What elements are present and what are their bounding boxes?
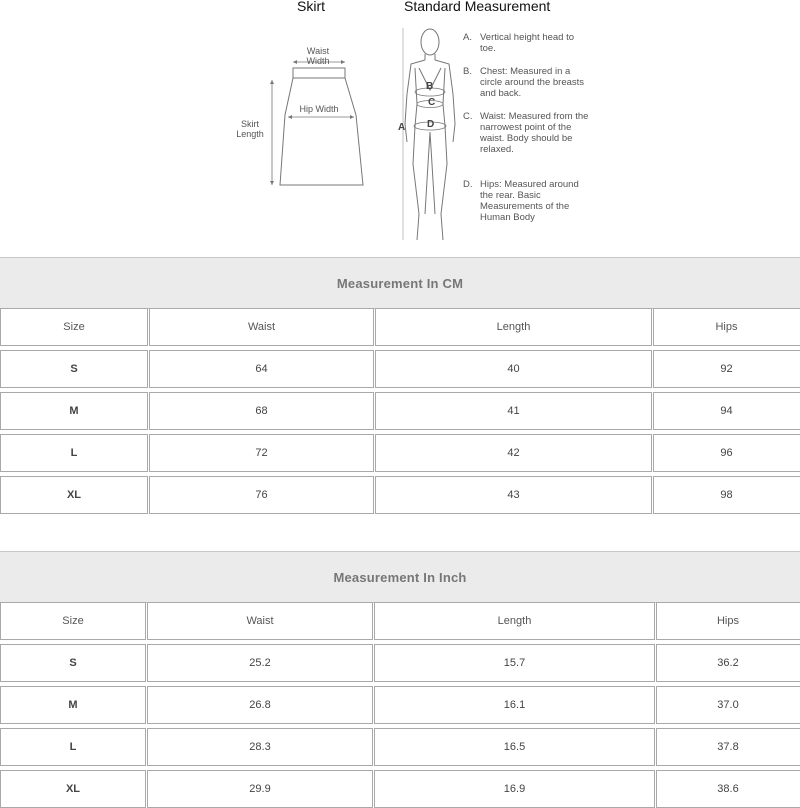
inch-row-s-size: S [0, 644, 146, 682]
waist-width-label: Waist Width [306, 46, 330, 66]
inch-row-m-hips: 37.0 [656, 686, 800, 724]
cm-row-xl-hips: 98 [653, 476, 800, 514]
note-b [463, 66, 590, 99]
cm-row-s-waist: 64 [149, 350, 374, 388]
cm-row-m-length: 41 [375, 392, 652, 430]
letter-b: B [426, 81, 434, 92]
letter-d: D [427, 119, 435, 130]
cm-row-s-length: 40 [375, 350, 652, 388]
standard-measurement-title: Standard Measurement [404, 0, 551, 14]
cm-row-l-hips: 96 [653, 434, 800, 472]
note-d [463, 179, 590, 223]
cm-row-l-size: L [0, 434, 148, 472]
inch-row-l-size: L [0, 728, 146, 766]
cm-row-xl-length: 43 [375, 476, 652, 514]
cm-row-m-hips: 94 [653, 392, 800, 430]
inch-row-l-length: 16.5 [374, 728, 655, 766]
cm-header-length: Length [375, 308, 652, 346]
cm-header-waist: Waist [149, 308, 374, 346]
cm-row-m-size: M [0, 392, 148, 430]
note-c-text: Waist: Measured from the narrowest point of the waist. Body should be relaxed. [480, 111, 589, 155]
inch-row-s-waist: 25.2 [147, 644, 373, 682]
letter-c: C [428, 97, 436, 108]
cm-header-size: Size [0, 308, 148, 346]
skirt-length-label: Skirt Length [236, 119, 264, 139]
measurement-diagram [0, 0, 800, 250]
inch-header-hips: Hips [656, 602, 800, 640]
cm-row-m-waist: 68 [149, 392, 374, 430]
note-c-key: C. [463, 111, 473, 122]
cm-row-xl-size: XL [0, 476, 148, 514]
inch-table-title: Measurement In Inch [0, 551, 800, 603]
inch-row-l-waist: 28.3 [147, 728, 373, 766]
note-a-text: Vertical height head to toe. [480, 32, 575, 54]
inch-row-l-hips: 37.8 [656, 728, 800, 766]
note-d-text: Hips: Measured around the rear. Basic Measurements of the Human Body [480, 179, 579, 223]
inch-row-xl-waist: 29.9 [147, 770, 373, 808]
cm-row-s-hips: 92 [653, 350, 800, 388]
note-a-key: A. [463, 32, 472, 43]
inch-header-length: Length [374, 602, 655, 640]
note-a [463, 32, 590, 54]
note-d-key: D. [463, 179, 473, 190]
cm-row-xl-waist: 76 [149, 476, 374, 514]
skirt-title: Skirt [297, 0, 325, 14]
note-c [463, 111, 590, 155]
note-b-key: B. [463, 66, 472, 77]
cm-header-hips: Hips [653, 308, 800, 346]
inch-row-m-length: 16.1 [374, 686, 655, 724]
inch-row-m-waist: 26.8 [147, 686, 373, 724]
inch-row-s-length: 15.7 [374, 644, 655, 682]
note-b-text: Chest: Measured in a circle around the breasts and back. [480, 66, 585, 99]
inch-row-xl-size: XL [0, 770, 146, 808]
cm-row-s-size: S [0, 350, 148, 388]
inch-header-size: Size [0, 602, 146, 640]
cm-row-l-waist: 72 [149, 434, 374, 472]
inch-row-s-hips: 36.2 [656, 644, 800, 682]
hip-width-label: Hip Width [292, 104, 346, 114]
inch-row-xl-length: 16.9 [374, 770, 655, 808]
inch-row-m-size: M [0, 686, 146, 724]
body-figure-illustration [395, 24, 465, 248]
cm-table-title: Measurement In CM [0, 257, 800, 309]
cm-row-l-length: 42 [375, 434, 652, 472]
letter-a: A [398, 122, 406, 133]
inch-header-waist: Waist [147, 602, 373, 640]
inch-row-xl-hips: 38.6 [656, 770, 800, 808]
